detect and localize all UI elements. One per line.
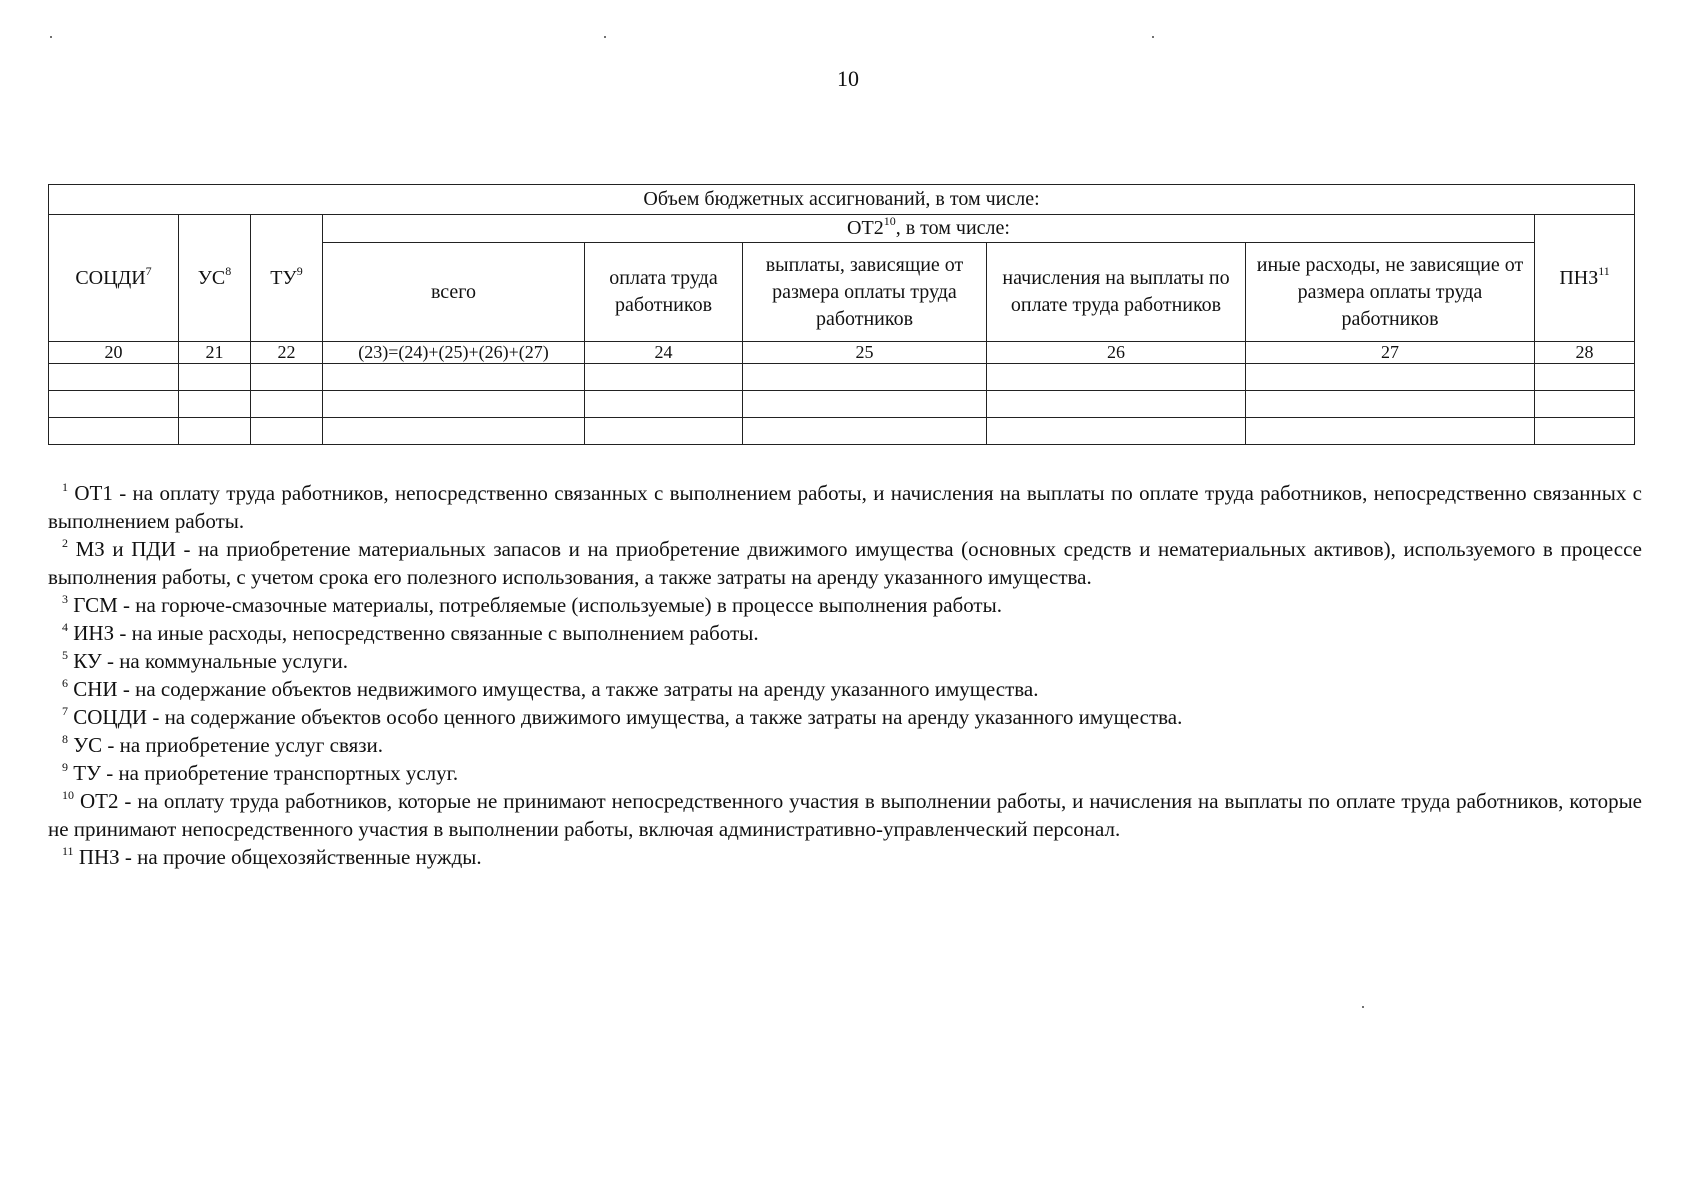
- ot2-group-header: [323, 215, 1535, 243]
- empty-cell: [1535, 418, 1635, 445]
- empty-cell: [987, 364, 1246, 391]
- footnote-number: 3: [62, 592, 68, 606]
- empty-cell: [1246, 391, 1535, 418]
- scan-speck: [1362, 1006, 1364, 1008]
- empty-cell: [179, 364, 251, 391]
- empty-cell: [1535, 364, 1635, 391]
- column-header-pay: оплата труда работников: [585, 243, 743, 342]
- column-header-other: иные расходы, не зависящие от размера оплаты труда работников: [1246, 243, 1535, 342]
- column-number: 27: [1246, 342, 1535, 364]
- column-number: 21: [179, 342, 251, 364]
- empty-cell: [987, 418, 1246, 445]
- footnote-text: СНИ - на содержание объектов недвижимого имущества, а также затраты на аренду указанного имущества.: [73, 677, 1039, 701]
- footnote-9: [48, 759, 1642, 787]
- empty-cell: [323, 391, 585, 418]
- column-header-socdi-label: СОЦДИ: [75, 266, 146, 289]
- column-header-us-label: УС: [197, 266, 226, 289]
- footnote-6: [48, 675, 1642, 703]
- empty-cell: [987, 391, 1246, 418]
- empty-cell: [1246, 364, 1535, 391]
- empty-cell: [585, 418, 743, 445]
- footnote-number: 8: [62, 732, 68, 746]
- scan-speck: [604, 36, 606, 38]
- footnote-4: [48, 619, 1642, 647]
- footnote-text: ТУ - на приобретение транспортных услуг.: [73, 761, 459, 785]
- empty-cell: [1535, 391, 1635, 418]
- budget-allocation-table: [48, 184, 1635, 445]
- column-number: (23)=(24)+(25)+(26)+(27): [323, 342, 585, 364]
- empty-cell: [743, 418, 987, 445]
- footnote-ref: 7: [145, 263, 152, 278]
- column-number-row: [49, 342, 1635, 364]
- column-header-total: всего: [323, 243, 585, 342]
- column-number: 26: [987, 342, 1246, 364]
- column-header-tu: [251, 215, 323, 342]
- footnote-text: КУ - на коммунальные услуги.: [73, 649, 348, 673]
- column-header-pnz: [1535, 215, 1635, 342]
- column-header-tu-label: ТУ: [270, 266, 297, 289]
- table-header-title: Объем бюджетных ассигнований, в том числе:: [49, 185, 1635, 215]
- empty-cell: [323, 364, 585, 391]
- table-row: [49, 391, 1635, 418]
- empty-cell: [49, 364, 179, 391]
- column-number: 25: [743, 342, 987, 364]
- column-header-accruals: начисления на выплаты по оплате труда работников: [987, 243, 1246, 342]
- table-row: [49, 364, 1635, 391]
- ot2-group-suffix: , в том числе:: [895, 217, 1010, 239]
- footnote-3: [48, 591, 1642, 619]
- column-number: 20: [49, 342, 179, 364]
- footnote-number: 5: [62, 648, 68, 662]
- footnote-number: 9: [62, 760, 68, 774]
- empty-cell: [49, 418, 179, 445]
- empty-cell: [179, 391, 251, 418]
- empty-cell: [1246, 418, 1535, 445]
- column-number: 22: [251, 342, 323, 364]
- footnote-number: 11: [62, 844, 74, 858]
- footnote-2: [48, 535, 1642, 591]
- scan-speck: [1152, 36, 1154, 38]
- footnote-text: ПНЗ - на прочие общехозяйственные нужды.: [78, 845, 482, 869]
- column-header-payments: выплаты, зависящие от размера оплаты труда работников: [743, 243, 987, 342]
- footnote-number: 10: [62, 788, 74, 802]
- footnote-ref: 11: [1598, 263, 1610, 278]
- empty-cell: [251, 418, 323, 445]
- footnote-ref: 9: [296, 263, 303, 278]
- column-header-us: [179, 215, 251, 342]
- footnote-number: 7: [62, 704, 68, 718]
- footnote-number: 2: [62, 536, 68, 550]
- footnote-7: [48, 703, 1642, 731]
- footnote-11: [48, 843, 1642, 871]
- footnote-text: СОЦДИ - на содержание объектов особо ценного движимого имущества, а также затраты на аренду указанного имущества.: [73, 705, 1183, 729]
- empty-cell: [743, 364, 987, 391]
- empty-cell: [585, 364, 743, 391]
- footnote-number: 6: [62, 676, 68, 690]
- ot2-group-label: ОТ2: [847, 217, 884, 239]
- empty-cell: [585, 391, 743, 418]
- footnote-text: ИНЗ - на иные расходы, непосредственно связанные с выполнением работы.: [73, 621, 759, 645]
- footnote-10: [48, 787, 1642, 843]
- empty-cell: [743, 391, 987, 418]
- footnote-number: 4: [62, 620, 68, 634]
- footnote-1: [48, 479, 1642, 535]
- column-header-socdi: [49, 215, 179, 342]
- footnote-number: 1: [62, 480, 68, 494]
- empty-cell: [49, 391, 179, 418]
- empty-cell: [323, 418, 585, 445]
- empty-cell: [251, 391, 323, 418]
- footnote-text: МЗ и ПДИ - на приобретение материальных запасов и на приобретение движимого имущества (основных средств и нематериальных активов), используемого в процессе выполнения работы, с учетом срока его полезного использования, а также затраты на аренду указанного имущества.: [48, 537, 1642, 589]
- footnote-5: [48, 647, 1642, 675]
- footnotes: [48, 479, 1642, 871]
- scan-speck: [50, 36, 52, 38]
- page-number: 10: [837, 66, 859, 91]
- column-number: 24: [585, 342, 743, 364]
- footnote-text: ГСМ - на горюче-смазочные материалы, потребляемые (используемые) в процессе выполнения работы.: [73, 593, 1002, 617]
- footnote-8: [48, 731, 1642, 759]
- footnote-text: УС - на приобретение услуг связи.: [73, 733, 384, 757]
- empty-cell: [179, 418, 251, 445]
- column-header-pnz-label: ПНЗ: [1559, 266, 1599, 289]
- empty-cell: [251, 364, 323, 391]
- column-number: 28: [1535, 342, 1635, 364]
- footnote-ref: 8: [225, 263, 232, 278]
- footnote-ref: 10: [883, 214, 896, 228]
- footnote-text: ОТ1 - на оплату труда работников, непосредственно связанных с выполнением работы, и начисления на выплаты по оплате труда работников, непосредственно связанных с выполнением работы.: [48, 481, 1642, 533]
- footnote-text: ОТ2 - на оплату труда работников, которые не принимают непосредственного участия в выполнении работы, и начисления на выплаты по оплате труда работников, которые не принимают непосредственного участия в выполнении работы, включая административно-управленческий персонал.: [48, 789, 1643, 841]
- table-row: [49, 418, 1635, 445]
